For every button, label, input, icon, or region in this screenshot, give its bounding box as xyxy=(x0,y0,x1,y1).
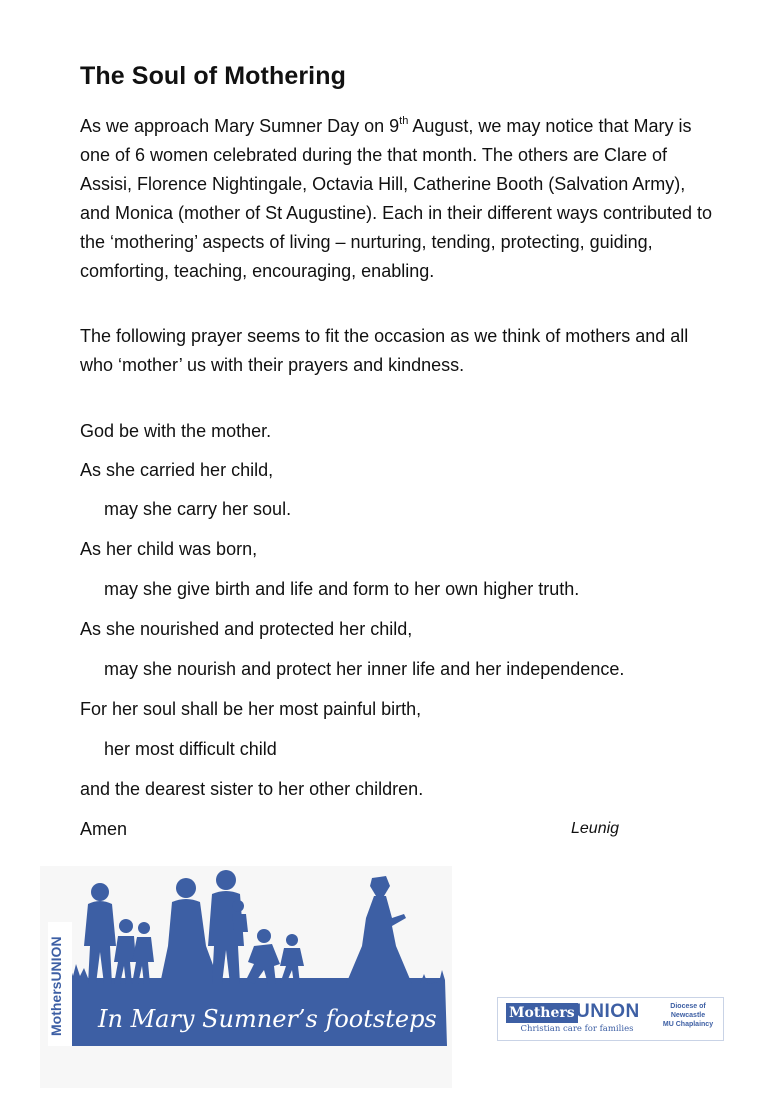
prayer-line: God be with the mother. xyxy=(80,421,272,441)
intro-paragraph-1 xyxy=(80,112,720,286)
prayer-line: As she nourished and protected her child, xyxy=(80,619,413,639)
diocese-line: Newcastle xyxy=(670,1012,706,1019)
diocese-line: MU Chaplaincy xyxy=(662,1021,714,1028)
prayer-author: Leunig xyxy=(571,820,620,837)
banner-vertical-logo: MothersUNION xyxy=(48,936,64,1036)
mary-sumner-banner xyxy=(40,866,452,1088)
page-title: The Soul of Mothering xyxy=(80,62,346,90)
intro-text-start: As we approach Mary Sumner Day on 9 xyxy=(80,116,400,136)
prayer-line: As she carried her child, xyxy=(80,460,274,480)
prayer-line-indented: her most difficult child xyxy=(104,739,277,759)
family-silhouette-illustration xyxy=(40,866,452,1088)
prayer-line: As her child was born, xyxy=(80,539,258,559)
ordinal-suffix: th xyxy=(399,115,409,127)
mothers-union-logo xyxy=(497,997,724,1041)
intro-text-rest: August, we may notice that Mary is one of 6 women celebrated during the that month. The others are Clare of Assisi, Florence Nightingale, Octavia Hill, Catherine Booth (Salvation Army), and Monica (mother of St Augustine). Each in their different ways contributed to the ‘mothering’ aspects of living – nurturing, tending, protecting, guiding, comforting, teaching, encouraging, enabling. xyxy=(80,116,713,281)
prayer-line-indented: may she nourish and protect her inner life and her independence. xyxy=(104,659,625,679)
logo-tagline: Christian care for families xyxy=(520,1024,634,1034)
logo-union-word: UNION xyxy=(576,1001,640,1022)
prayer-amen: Amen xyxy=(80,819,128,839)
prayer-line-indented: may she give birth and life and form to her own higher truth. xyxy=(104,579,580,599)
logo-mothers-word: Mothers xyxy=(506,1003,578,1023)
prayer-line-indented: may she carry her soul. xyxy=(104,499,292,519)
intro-paragraph-2: The following prayer seems to fit the occasion as we think of mothers and all who ‘mother’ us with their prayers and kindness. xyxy=(80,326,689,375)
diocese-line: Diocese of xyxy=(670,1003,706,1010)
prayer-line: and the dearest sister to her other children. xyxy=(80,779,424,799)
logo-diocese xyxy=(658,1002,718,1029)
banner-caption: In Mary Sumner’s footsteps xyxy=(98,1005,437,1033)
prayer-line: For her soul shall be her most painful birth, xyxy=(80,699,422,719)
